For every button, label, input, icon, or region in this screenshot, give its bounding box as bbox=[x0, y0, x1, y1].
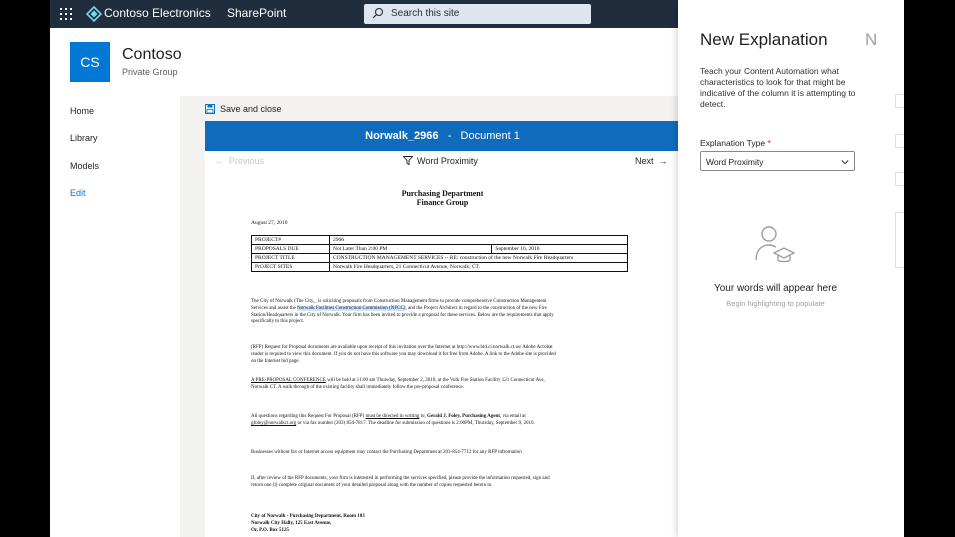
nav-item-home[interactable]: Home bbox=[70, 106, 95, 116]
doc-address-line1: City of Norwalk - Purchasing Department, Room 103 bbox=[251, 514, 365, 519]
empty-state-hint: Begin highlighting to populate bbox=[726, 299, 825, 308]
doc-paragraph-6: If, after review of the RFP documents, your firm is interested in performing the services specified, please provide the information requested, sign and return one (l) complete original document of your detailed proposal along with the number of copies requested herein to. bbox=[251, 476, 550, 488]
table-cell: PROJECT TITLE bbox=[252, 254, 330, 263]
doc-text: must be directed in writing bbox=[365, 414, 420, 419]
search-placeholder[interactable]: Search this site bbox=[391, 8, 460, 19]
left-nav bbox=[50, 96, 180, 537]
app-launcher-icon[interactable] bbox=[60, 8, 72, 20]
new-explanation-panel bbox=[678, 0, 873, 537]
table-cell: PROJECT# bbox=[252, 236, 330, 245]
table-cell: 2966 bbox=[330, 236, 628, 245]
table-row bbox=[252, 254, 628, 263]
background-panel bbox=[865, 0, 904, 537]
next-button[interactable]: Next → bbox=[635, 156, 668, 166]
doc-text: , via email at bbox=[499, 414, 526, 419]
document-toolbar bbox=[205, 151, 680, 173]
filter-icon bbox=[403, 156, 413, 165]
doc-paragraph-1 bbox=[251, 299, 561, 326]
document-file-name: Norwalk_2966 bbox=[365, 130, 439, 142]
doc-email-link[interactable]: gfoley@norwalkct.org bbox=[251, 420, 297, 426]
doc-text: A PRE-PROPOSAL CONFERENCE bbox=[251, 378, 326, 383]
document-header bbox=[205, 121, 680, 151]
search-box[interactable] bbox=[364, 4, 591, 24]
doc-address-line2: Norwalk City Hally, 125 East Avenue, bbox=[251, 521, 332, 526]
panel-title: New Explanation bbox=[700, 30, 828, 49]
field-label-text: Explanation Type bbox=[700, 138, 766, 148]
document-page[interactable] bbox=[205, 173, 680, 537]
doc-text: or via fax number (203) 854-7817. The deadline for submission of questions is 2:00PM, Thursday, September 9, 2010. bbox=[296, 420, 535, 426]
explanation-type-label bbox=[700, 138, 771, 148]
table-cell: PROPOSALS DUE bbox=[252, 245, 330, 254]
next-label: Next bbox=[635, 156, 654, 166]
doc-text: Gerald J. Foley, Purchasing Agent bbox=[426, 414, 500, 419]
background-field bbox=[895, 212, 904, 268]
search-icon bbox=[372, 7, 384, 19]
background-field bbox=[895, 172, 904, 186]
table-cell: September 16, 2010 bbox=[492, 245, 628, 254]
document-index-label: Document 1 bbox=[460, 130, 520, 142]
site-logo[interactable]: CS bbox=[70, 42, 110, 82]
doc-text: , and the Project Architect in regard to the construction of the new Fire Station/Headquarters in the City of Norwalk. Your firm has been invited to provide a proposal for these services. Below are the requirements that apply specifically to this project. bbox=[251, 305, 554, 325]
table-row bbox=[252, 236, 628, 245]
doc-department-line1: Purchasing Department bbox=[401, 189, 484, 198]
nav-item-library[interactable]: Library bbox=[70, 133, 98, 143]
doc-department-line2: Finance Group bbox=[416, 198, 469, 207]
background-panel-title: N bbox=[865, 30, 878, 49]
mode-indicator bbox=[403, 156, 478, 166]
background-field bbox=[895, 94, 904, 108]
app-name[interactable]: SharePoint bbox=[227, 6, 287, 20]
previous-label: Previous bbox=[229, 156, 265, 166]
site-subtitle: Private Group bbox=[122, 67, 178, 77]
dropdown-value: Word Proximity bbox=[706, 157, 764, 167]
header-separator: - bbox=[447, 130, 452, 142]
doc-paragraph-5: Businesses without fax or Internet access equipment may contact the Purchasing Department at 203-854-7712 for any RFP infromation bbox=[251, 450, 522, 455]
table-cell: Norwalk Fire Headquarters, 21 Connecticut Avenue, Norwalk, CT. bbox=[330, 263, 628, 272]
table-row bbox=[252, 245, 628, 254]
nav-item-edit[interactable]: Edit bbox=[70, 188, 86, 198]
doc-paragraph-2: (RFP) Request for Proposal documents are available upon receipt of this invitation over the Internet at http://www.bid.ci.norwalk.ct.us/ Adobe Acrobat reader is required to view this document. If you do not have this software you may download it for free from Adobe. A link to the Adobe site is provided on the Internet bid page. bbox=[251, 345, 556, 364]
doc-text: will be held at 11:00 am Thursday, September 2, 2010, at the Volk Fire Station Facility 121 Connecticut Ave, Norwalk CT. A walk through of the existing facility shall immediately follow the pre-proposal conference. bbox=[251, 378, 545, 390]
main-content bbox=[180, 96, 680, 537]
background-field bbox=[895, 134, 904, 148]
nav-item-models[interactable]: Models bbox=[70, 161, 100, 171]
doc-text: The City of Norwalk (The City,_ is soliciting proposals from Construction Management firms to provide comprehensive Construction Management Services and assist the bbox=[251, 299, 547, 311]
contoso-logo-icon bbox=[86, 6, 102, 22]
table-cell: PrOJECT SITES bbox=[252, 263, 330, 272]
doc-address-line3: Or, P.O. Box 5125 bbox=[251, 528, 289, 533]
person-learning-icon bbox=[752, 222, 796, 266]
required-marker: * bbox=[767, 138, 771, 148]
chevron-down-icon bbox=[841, 158, 849, 166]
doc-date: August 27, 2010 bbox=[251, 220, 288, 226]
mode-label: Word Proximity bbox=[417, 156, 478, 166]
empty-state-title: Your words will appear here bbox=[713, 283, 838, 294]
doc-paragraph-4 bbox=[251, 414, 561, 428]
explanation-type-dropdown[interactable] bbox=[700, 151, 855, 171]
table-cell: CONSTRUCTION MANAGEMENT SERVICES -- RE: construction of the new Norwalk Fire Headquarters bbox=[330, 254, 628, 263]
site-title[interactable]: Contoso bbox=[122, 46, 182, 63]
panel-description: Teach your Content Automation what characteristics to look for that might be indicative of the column it is attempting to detect. bbox=[700, 66, 856, 109]
project-table bbox=[251, 235, 628, 272]
doc-text: to, bbox=[419, 414, 427, 419]
previous-button[interactable]: ← Previous bbox=[215, 156, 265, 166]
doc-text: All questions regarding this Request For Proposal (RFP) bbox=[251, 414, 366, 419]
table-cell: Not Later Than 2:00 PM bbox=[330, 245, 492, 254]
highlighted-text[interactable]: Norwalk Facilities Construction Commission (NFCC) bbox=[297, 305, 406, 311]
brand-name[interactable]: Contoso Electronics bbox=[104, 6, 211, 20]
table-row bbox=[252, 263, 628, 272]
doc-paragraph-3 bbox=[251, 378, 561, 392]
save-icon bbox=[205, 104, 215, 114]
save-and-close-label: Save and close bbox=[220, 104, 282, 114]
document-viewer bbox=[205, 121, 680, 537]
sharepoint-app bbox=[50, 0, 904, 537]
